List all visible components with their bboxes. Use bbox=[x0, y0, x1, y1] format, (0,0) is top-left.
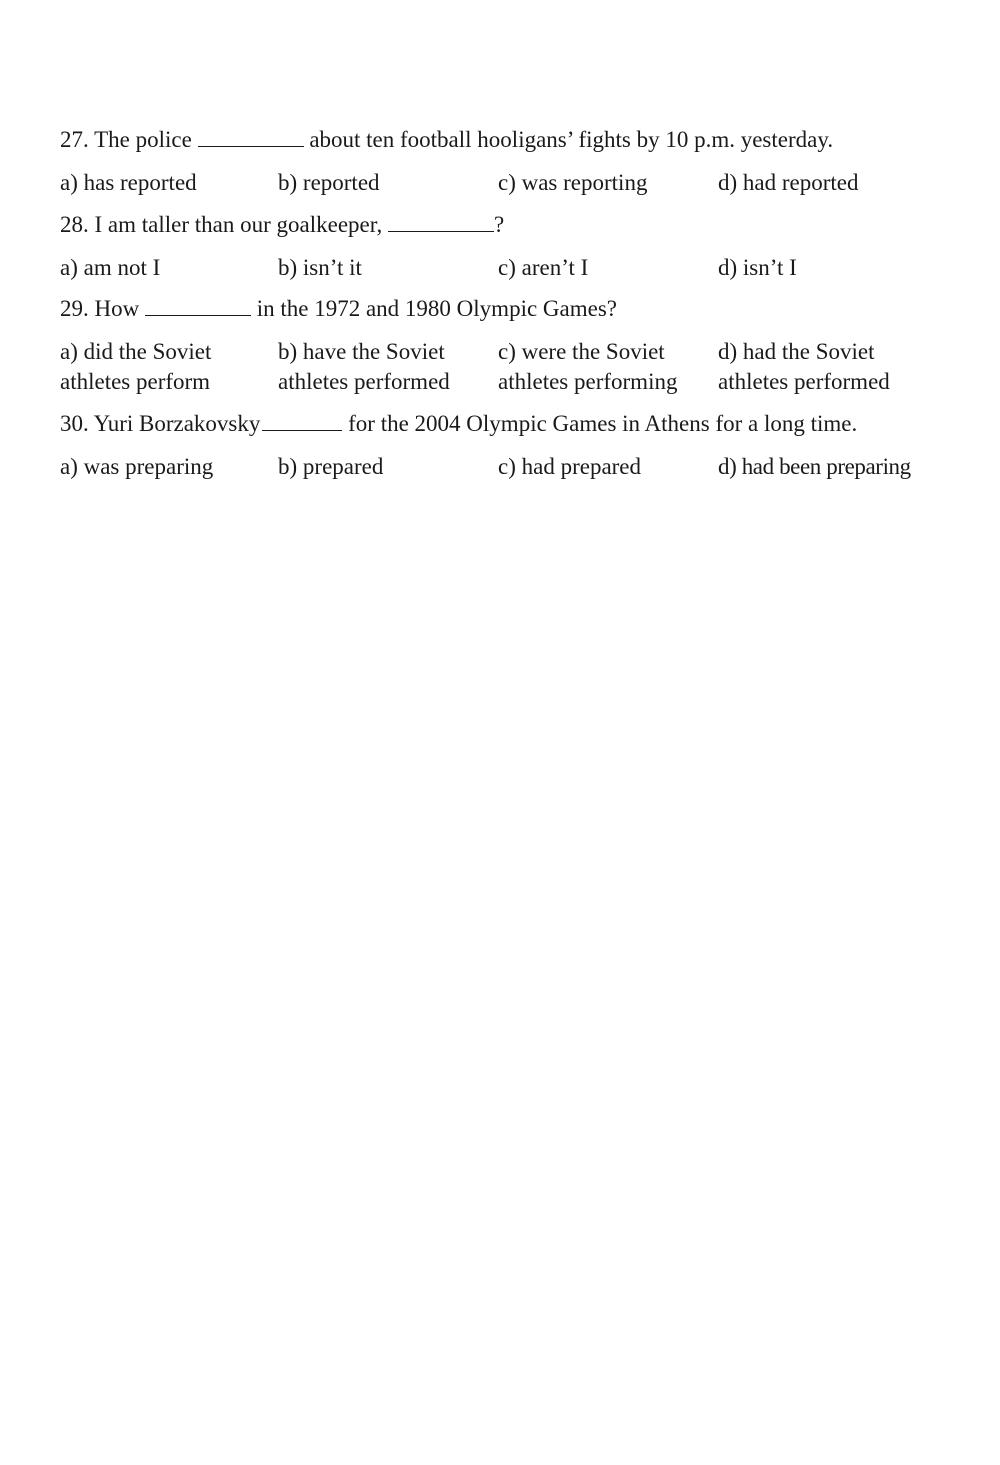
option-d[interactable]: d) had the Soviet athletes performed bbox=[718, 339, 890, 394]
option-d[interactable]: d) had reported bbox=[718, 170, 859, 195]
question-30 bbox=[60, 410, 857, 438]
option-b[interactable]: b) reported bbox=[278, 170, 380, 195]
answer-blank bbox=[145, 297, 251, 316]
option-a[interactable]: a) am not I bbox=[60, 255, 161, 280]
option-c[interactable]: c) was reporting bbox=[498, 170, 648, 195]
question-number: 27. bbox=[60, 127, 89, 152]
question-29 bbox=[60, 295, 617, 323]
question-text-before: I am taller than our goalkeeper, bbox=[94, 212, 383, 237]
option-c[interactable]: c) had prepared bbox=[498, 454, 642, 479]
question-number: 29. bbox=[60, 296, 89, 321]
question-text-after: in the 1972 and 1980 Olympic Games? bbox=[256, 296, 617, 321]
option-b[interactable]: b) isn’t it bbox=[278, 255, 362, 280]
question-27 bbox=[60, 126, 833, 154]
option-a[interactable]: a) has reported bbox=[60, 170, 197, 195]
question-text-after: ? bbox=[493, 212, 505, 237]
question-number: 30. bbox=[60, 411, 89, 436]
option-b[interactable]: b) prepared bbox=[278, 454, 384, 479]
option-a[interactable]: a) was preparing bbox=[60, 454, 214, 479]
option-b[interactable]: b) have the Soviet athletes performed bbox=[278, 339, 450, 394]
option-a[interactable]: a) did the Soviet athletes perform bbox=[60, 339, 212, 394]
answer-blank bbox=[198, 128, 304, 147]
answer-blank bbox=[388, 213, 494, 232]
option-d[interactable]: d) isn’t I bbox=[718, 255, 797, 280]
question-text-after: about ten football hooligans’ fights by 10 p.m. yesterday. bbox=[309, 127, 834, 152]
answer-blank bbox=[262, 412, 342, 431]
option-d[interactable]: d) had been preparing bbox=[718, 454, 911, 479]
question-28 bbox=[60, 211, 504, 239]
question-text-after: for the 2004 Olympic Games in Athens for a long time. bbox=[348, 411, 858, 436]
question-text-before: How bbox=[94, 296, 140, 321]
question-text-before: Yuri Borzakovsky bbox=[93, 411, 261, 436]
option-c[interactable]: c) aren’t I bbox=[498, 255, 589, 280]
question-text-before: The police bbox=[94, 127, 192, 152]
option-c[interactable]: c) were the Soviet athletes performing bbox=[498, 339, 678, 394]
question-number: 28. bbox=[60, 212, 89, 237]
